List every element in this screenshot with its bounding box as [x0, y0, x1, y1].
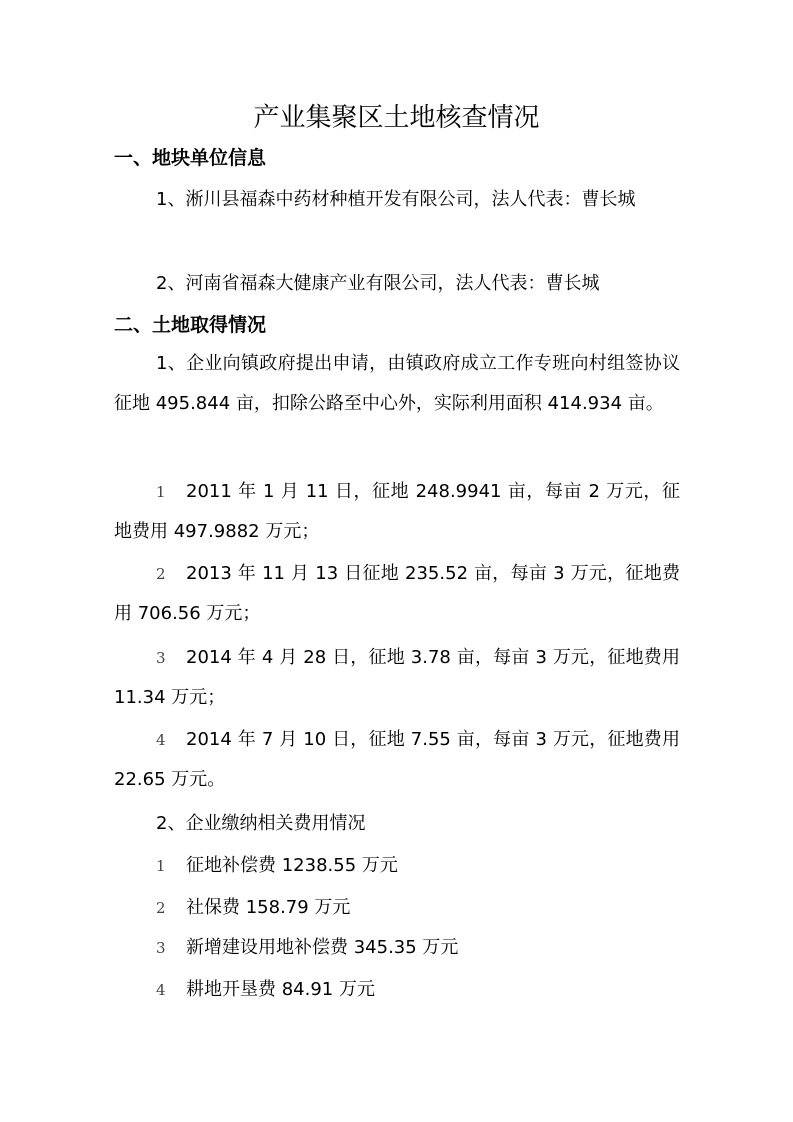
- acquisition-text: 2013 年 11 月 13 日征地 235.52 亩，每亩 3 万元，征地费用 706.56 万元；: [114, 563, 680, 624]
- section-heading-unit-info: 一、地块单位信息: [114, 147, 267, 169]
- circled-number: 1: [156, 857, 166, 875]
- fee-item-3: [114, 928, 680, 968]
- acquisition-item-1: [114, 472, 680, 552]
- fee-text: 耕地开垦费 84.91 万元: [186, 979, 375, 1000]
- circled-number: 3: [156, 649, 166, 667]
- fees-heading: 2、企业缴纳相关费用情况: [156, 813, 366, 834]
- acquisition-item-2: [114, 554, 680, 634]
- fee-text: 征地补偿费 1238.55 万元: [186, 855, 398, 876]
- circled-number: 2: [156, 899, 166, 917]
- circled-number: 4: [156, 981, 166, 999]
- land-acquisition-intro: 1、企业向镇政府提出申请，由镇政府成立工作专班向村组签协议征地 495.844 亩，扣除公路至中心外，实际利用面积 414.934 亩。: [114, 353, 680, 414]
- unit-info-item-1: 1、淅川县福森中药材种植开发有限公司，法人代表：曹长城: [156, 189, 636, 210]
- page-title: 产业集聚区土地核查情况: [253, 103, 540, 133]
- fee-item-2: [114, 888, 680, 928]
- circled-number: 3: [156, 939, 166, 957]
- section-heading-land-acquisition: 二、土地取得情况: [114, 314, 267, 336]
- acquisition-text: 2014 年 4 月 28 日，征地 3.78 亩，每亩 3 万元，征地费用 11.34 万元；: [114, 647, 680, 708]
- acquisition-item-3: [114, 638, 680, 718]
- circled-number: 2: [156, 565, 166, 583]
- acquisition-item-4: [114, 720, 680, 800]
- circled-number: 4: [156, 731, 166, 749]
- fee-text: 社保费 158.79 万元: [186, 897, 351, 918]
- fee-text: 新增建设用地补偿费 345.35 万元: [186, 937, 459, 958]
- circled-number: 1: [156, 483, 166, 501]
- acquisition-text: 2014 年 7 月 10 日，征地 7.55 亩，每亩 3 万元，征地费用 22.65 万元。: [114, 729, 680, 790]
- fee-item-4: [114, 970, 680, 1010]
- fee-item-1: [114, 846, 680, 886]
- acquisition-text: 2011 年 1 月 11 日，征地 248.9941 亩，每亩 2 万元，征地费用 497.9882 万元；: [114, 481, 680, 542]
- unit-info-item-2: 2、河南省福森大健康产业有限公司，法人代表：曹长城: [156, 273, 600, 294]
